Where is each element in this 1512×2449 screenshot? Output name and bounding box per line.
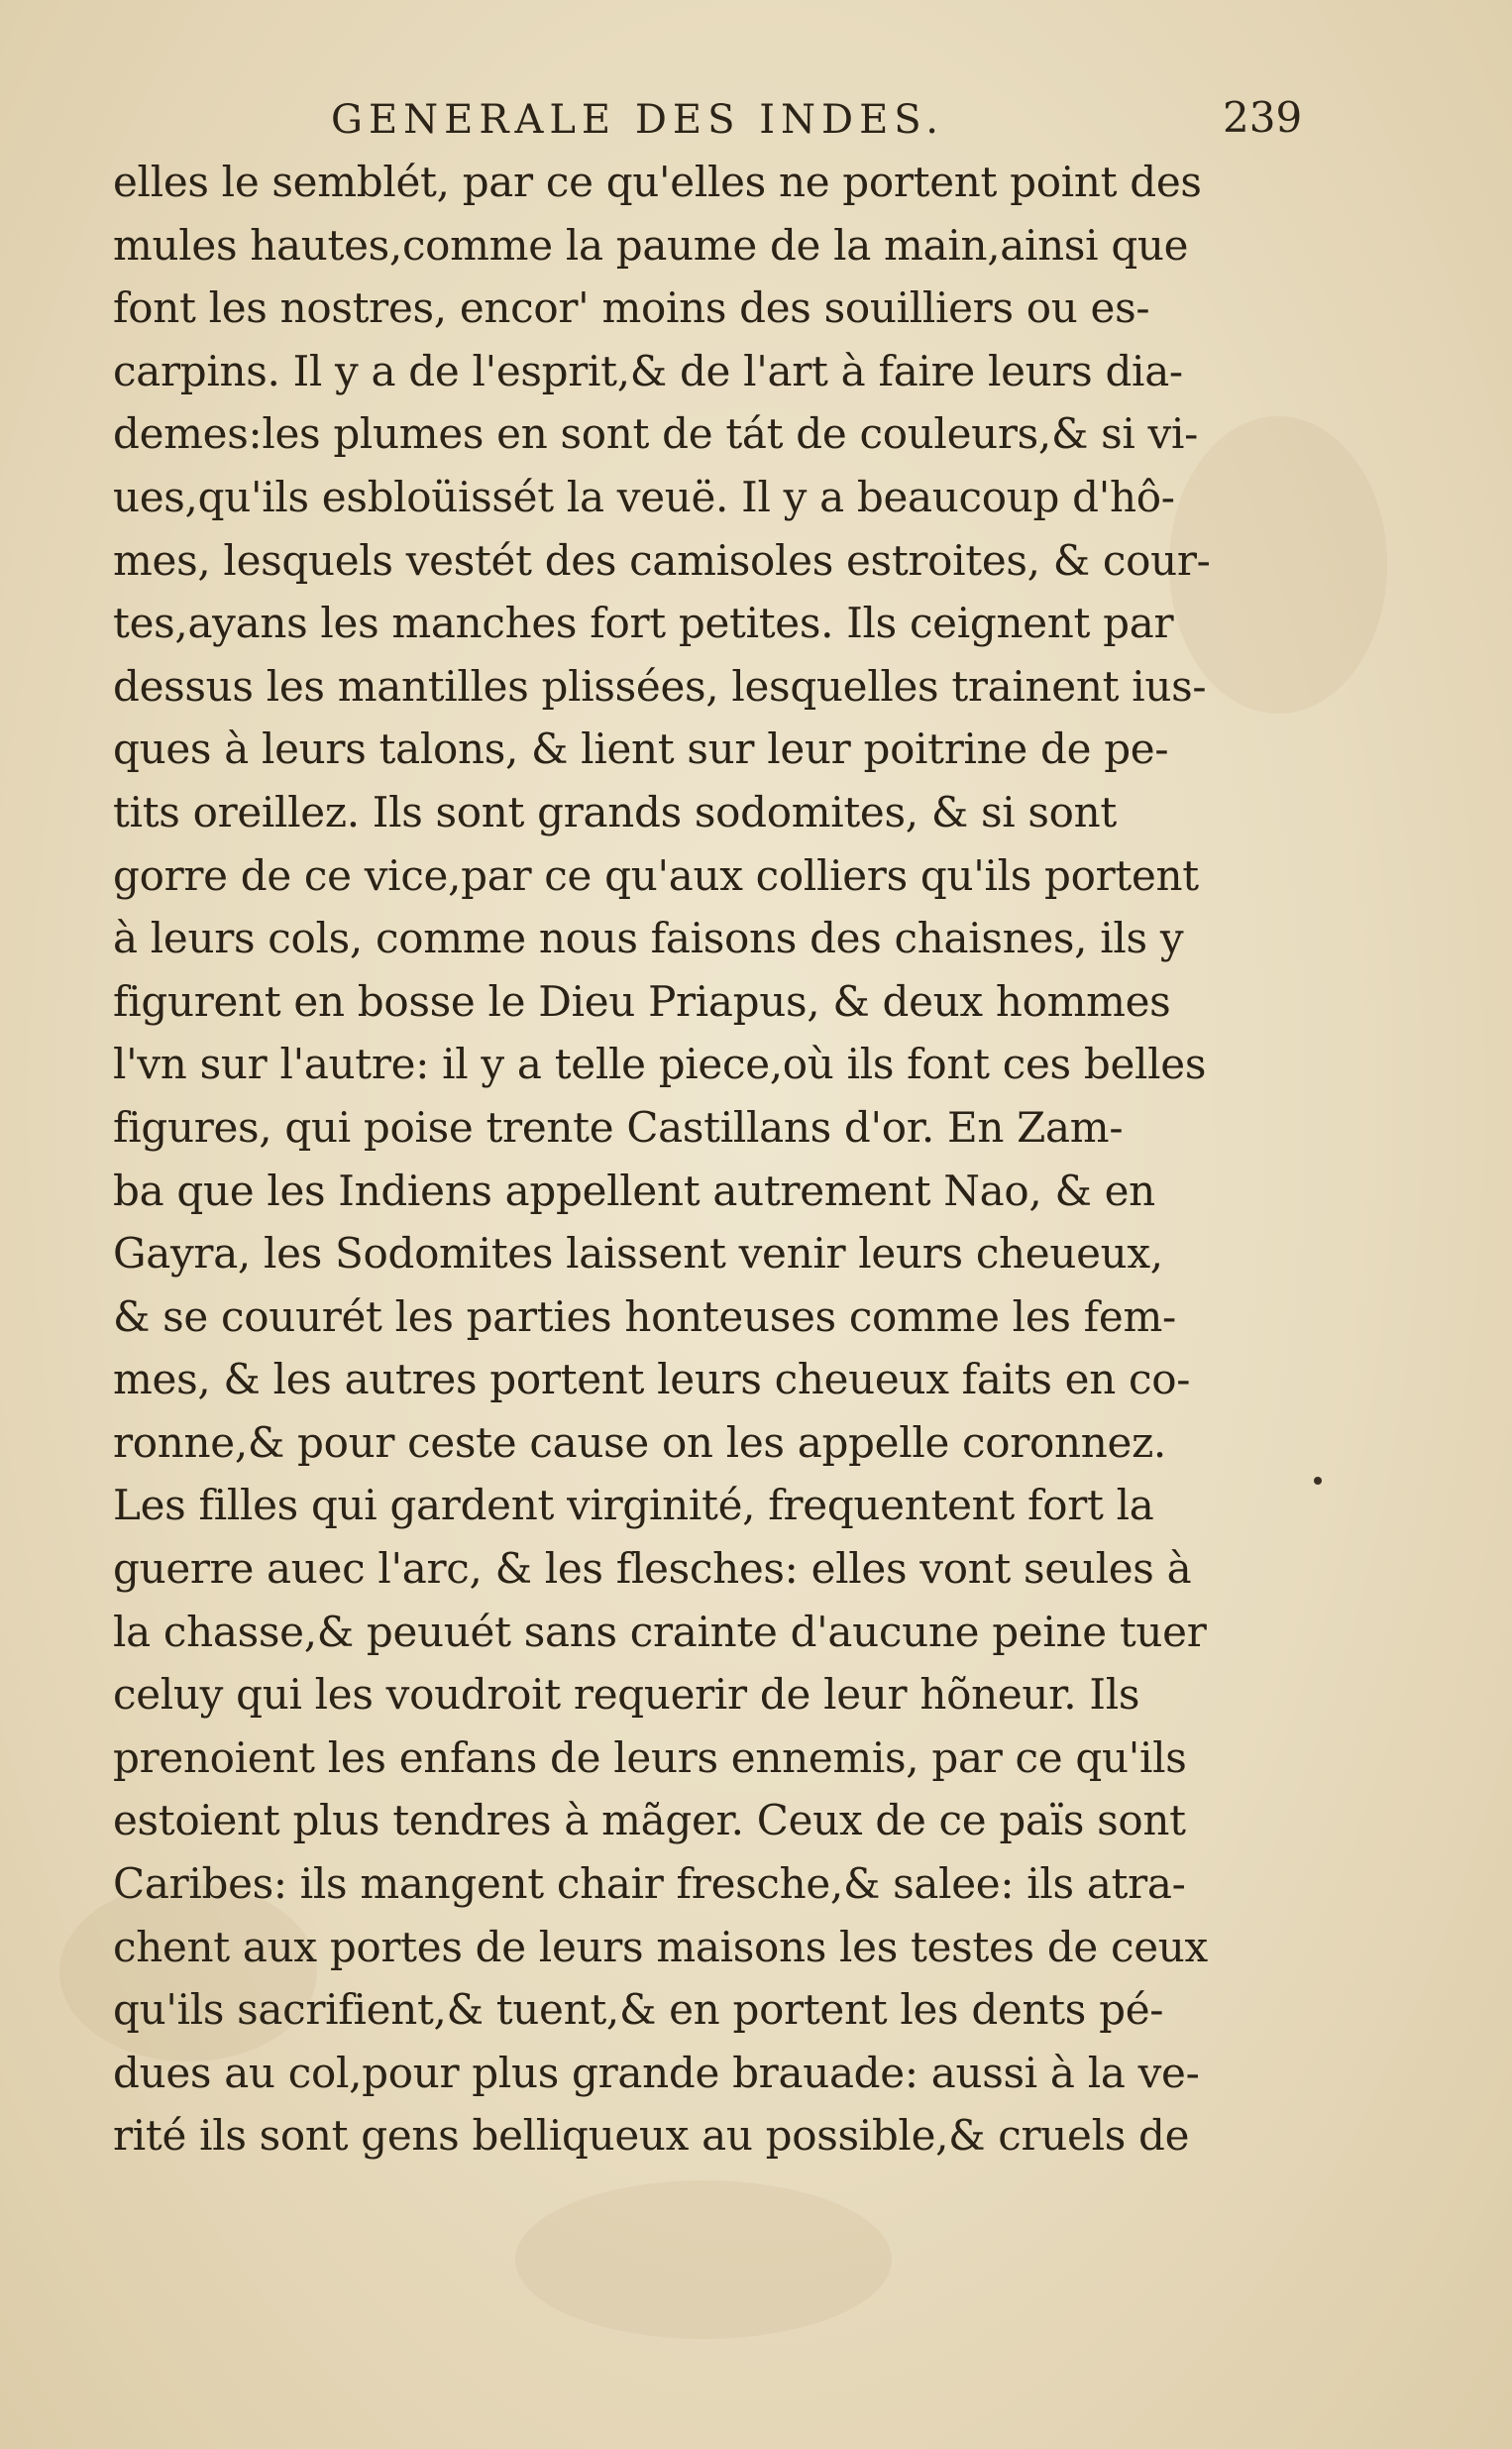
- text-line: qu'ils sacrifient,& tuent,& en portent les dents pé-: [113, 1985, 1164, 2035]
- text-line: ronne,& pour ceste cause on les appelle coronnez.: [113, 1417, 1166, 1467]
- text-line: tits oreillez. Ils sont grands sodomites, & si sont: [113, 787, 1117, 836]
- text-line: tes,ayans les manches fort petites. Ils ceignent par: [113, 599, 1174, 648]
- text-line: chent aux portes de leurs maisons les testes de ceux: [113, 1922, 1208, 1971]
- text-line: font les nostres, encor' moins des souilliers ou es-: [113, 283, 1150, 333]
- text-line: mes, lesquels vestét des camisoles estroites, & cour-: [113, 535, 1211, 585]
- text-line: & se couurét les parties honteuses comme les fem-: [113, 1291, 1176, 1341]
- text-line: ues,qu'ils esbloüissét la veuë. Il y a beaucoup d'hô-: [113, 472, 1175, 521]
- text-line: figurent en bosse le Dieu Priapus, & deux hommes: [113, 976, 1171, 1026]
- text-line: l'vn sur l'autre: il y a telle piece,où ils font ces belles: [113, 1040, 1207, 1089]
- text-line: celuy qui les voudroit requerir de leur hõneur. Ils: [113, 1670, 1140, 1720]
- text-line: ques à leurs talons, & lient sur leur poitrine de pe-: [113, 724, 1169, 774]
- text-line: prenoient les enfans de leurs ennemis, par ce qu'ils: [113, 1732, 1187, 1782]
- text-line: figures, qui poise trente Castillans d'or. En Zam-: [113, 1102, 1124, 1152]
- text-line: Les filles qui gardent virginité, frequentent fort la: [113, 1481, 1154, 1530]
- body-text: [113, 151, 1302, 2168]
- text-line: dessus les mantilles plissées, lesquelles trainent ius-: [113, 661, 1207, 711]
- paper-stain: [515, 2180, 892, 2339]
- text-line: elles le semblét, par ce qu'elles ne portent point des: [113, 158, 1202, 206]
- text-line: mes, & les autres portent leurs cheueux faits en co-: [113, 1355, 1191, 1404]
- text-line: rité ils sont gens belliqueux au possible,& cruels de: [113, 2111, 1190, 2161]
- text-line: Caribes: ils mangent chair fresche,& salee: ils atra-: [113, 1859, 1186, 1909]
- text-line: gorre de ce vice,par ce qu'aux colliers qu'ils portent: [113, 850, 1199, 900]
- running-head: GENERALE DES INDES.: [331, 97, 944, 143]
- page-number: 239: [1223, 93, 1303, 142]
- text-line: Gayra, les Sodomites laissent venir leurs cheueux,: [113, 1229, 1163, 1279]
- margin-mark: [1314, 1477, 1322, 1485]
- text-line: mules hautes,comme la paume de la main,ainsi que: [113, 220, 1189, 270]
- text-line: estoient plus tendres à mãger. Ceux de ce païs sont: [113, 1796, 1186, 1845]
- page-header: [113, 87, 1302, 157]
- text-line: carpins. Il y a de l'esprit,& de l'art à faire leurs dia-: [113, 346, 1183, 395]
- text-line: dues au col,pour plus grande brauade: aussi à la ve-: [113, 2048, 1200, 2097]
- text-line: demes:les plumes en sont de tát de couleurs,& si vi-: [113, 409, 1198, 459]
- text-line: guerre auec l'arc, & les flesches: elles vont seules à: [113, 1544, 1192, 1594]
- text-line: à leurs cols, comme nous faisons des chaisnes, ils y: [113, 914, 1184, 963]
- text-line: la chasse,& peuuét sans crainte d'aucune peine tuer: [113, 1607, 1207, 1656]
- text-line: ba que les Indiens appellent autrement Nao, & en: [113, 1166, 1155, 1215]
